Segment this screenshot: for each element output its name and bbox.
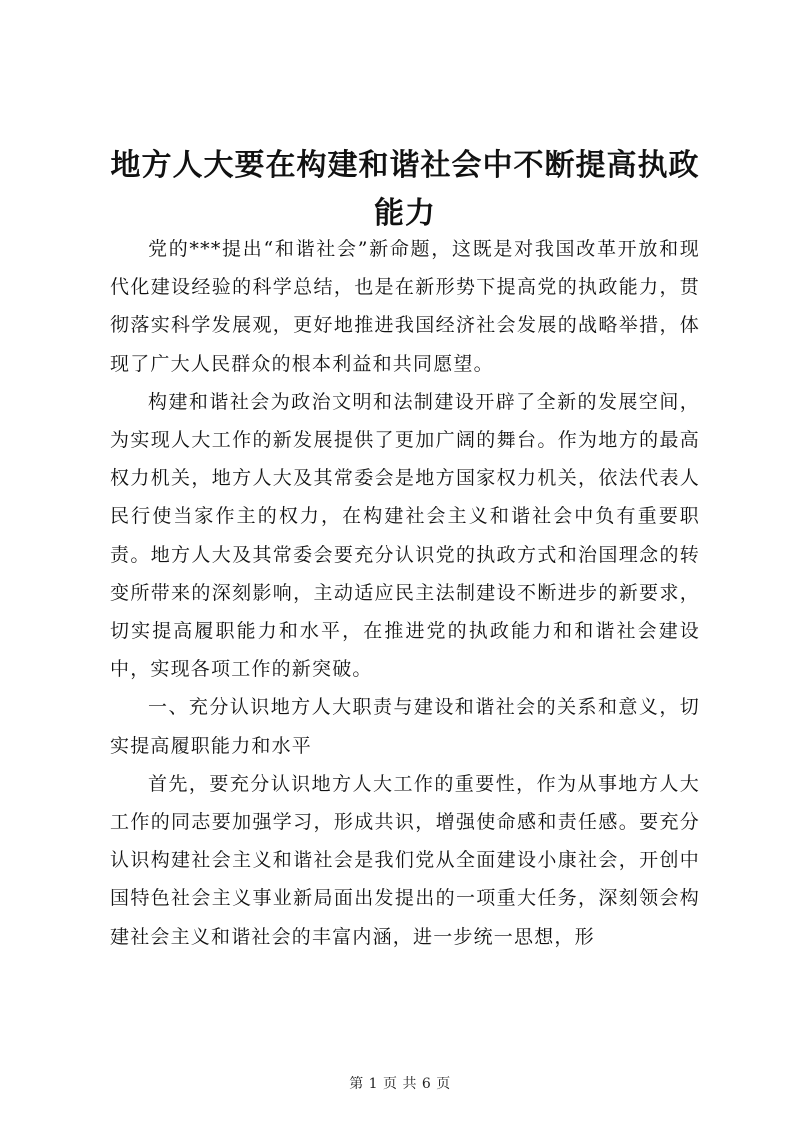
paragraph-first: 首先，要充分认识地方人大工作的重要性，作为从事地方人大工作的同志要加强学习，形成共识，增强使命感和责任感。要充分认识构建社会主义和谐社会是我们党从全面建设小康社会，开创中国特色社会主义事业新局面出发提出的一项重大任务，深刻领会构建社会主义和谐社会的丰富内涵，进一步统一思想，形 — [110, 772, 700, 948]
section-heading-one: 一、充分认识地方人大职责与建设和谐社会的关系和意义，切实提高履职能力和水平 — [110, 696, 700, 757]
document-title: 地方人大要在构建和谐社会中不断提高执政能力 — [110, 148, 700, 231]
paragraph-intro: 党的***提出“和谐社会”新命题，这既是对我国改革开放和现代化建设经验的科学总结，也是在新形势下提高党的执政能力，贯彻落实科学发展观，更好地推进我国经济社会发展的战略举措，体现了广大人民群众的根本利益和共同愿望。 — [110, 238, 700, 375]
document-body — [110, 230, 700, 956]
page-number-footer: 第 1 页 共 6 页 — [349, 1076, 451, 1092]
paragraph-harmonious-society: 构建和谐社会为政治文明和法制建设开辟了全新的发展空间，为实现人大工作的新发展提供了更加广阔的舞台。作为地方的最高权力机关，地方人大及其常委会是地方国家权力机关，依法代表人民行使当家作主的权力，在构建社会主义和谐社会中负有重要职责。地方人大及其常委会要充分认识党的执政方式和治国理念的转变所带来的深刻影响，主动适应民主法制建设不断进步的新要求，切实提高履职能力和水平，在推进党的执政能力和和谐社会建设中，实现各项工作的新突破。 — [110, 390, 700, 681]
